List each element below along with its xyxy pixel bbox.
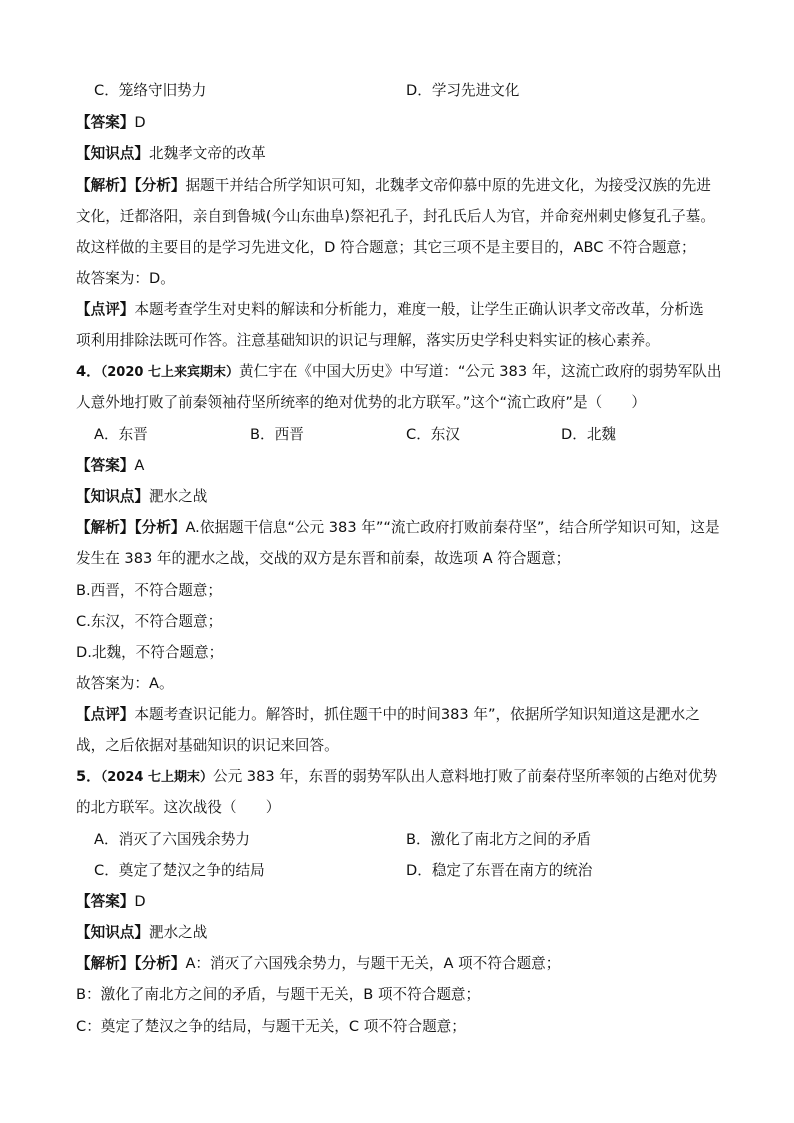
comment-label: 【点评】 <box>76 301 135 318</box>
q3-analysis-line-4: 故答案为：D。 <box>76 270 175 287</box>
q4-comment-line-2: 战，之后依据对基础知识的识记来回答。 <box>76 737 339 754</box>
q5-analysis-line-1 <box>76 954 726 974</box>
q4-option-a: A．东晋 <box>94 426 148 443</box>
q3-comment-line-1 <box>76 300 726 320</box>
answer-label: 【答案】 <box>76 457 135 474</box>
q4-analysis-line-4: C.东汉，不符合题意； <box>76 613 223 630</box>
knowledge-label: 【知识点】 <box>76 488 149 505</box>
q3-knowledge-line <box>76 144 726 164</box>
q4-knowledge-line <box>76 487 726 507</box>
comment-text: 本题考查学生对史料的解读和分析能力，难度一般，让学生正确认识孝文帝改革，分析选 <box>134 301 704 318</box>
q4-answer-line <box>76 456 726 476</box>
analysis-label: 【解析】【分析】 <box>76 955 186 972</box>
q4-option-b: B．西晋 <box>250 426 304 443</box>
q4-stem-line-1 <box>76 362 726 383</box>
q5-option-a: A．消灭了六国残余势力 <box>94 831 250 848</box>
q4-option-d: D．北魏 <box>561 426 617 443</box>
q4-analysis-line-3: B.西晋，不符合题意； <box>76 582 222 599</box>
comment-text: 本题考查识记能力。解答时，抓住题干中的时间383 年”，依据所学知识知道这是淝水之 <box>134 706 700 723</box>
question-stem: 公元 383 年，东晋的弱势军队出人意料地打败了前秦苻坚所率领的占绝对优势 <box>212 768 718 785</box>
q4-analysis-line-5: D.北魏，不符合题意； <box>76 644 224 661</box>
knowledge-label: 【知识点】 <box>76 145 149 162</box>
q5-stem-line-2: 的北方联军。这次战役（ ） <box>76 799 281 816</box>
q4-analysis-line-1 <box>76 518 726 538</box>
q4-analysis-line-2: 发生在 383 年的淝水之战，交战的双方是东晋和前秦，故选项 A 符合题意； <box>76 550 571 567</box>
comment-label: 【点评】 <box>76 706 135 723</box>
question-source: （2024 七上期末） <box>100 770 213 785</box>
option-d: D．学习先进文化 <box>406 82 520 99</box>
answer-value: D <box>134 114 146 131</box>
question-number: 4． <box>76 363 101 380</box>
answer-value: D <box>134 893 146 910</box>
answer-label: 【答案】 <box>76 893 135 910</box>
question-number: 5． <box>76 768 101 785</box>
question-source: （2020 七上来宾期末） <box>100 365 239 380</box>
q4-option-c: C．东汉 <box>406 426 460 443</box>
q5-answer-line <box>76 892 726 912</box>
analysis-text: 据题干并结合所学知识可知，北魏孝文帝仰慕中原的先进文化，为接受汉族的先进 <box>185 177 711 194</box>
analysis-text: A.依据题干信息“公元 383 年”“流亡政府打败前秦苻坚”，结合所学知识可知，这是 <box>185 519 720 536</box>
q5-analysis-line-3: C：奠定了楚汉之争的结局，与题干无关，C 项不符合题意； <box>76 1018 466 1035</box>
q5-option-c: C．奠定了楚汉之争的结局 <box>94 862 265 879</box>
knowledge-value: 淝水之战 <box>148 488 208 505</box>
q3-comment-line-2: 项利用排除法既可作答。注意基础知识的识记与理解，落实历史学科史料实证的核心素养。 <box>76 332 660 349</box>
analysis-text: A：消灭了六国残余势力，与题干无关，A 项不符合题意； <box>185 955 561 972</box>
q3-analysis-line-3: 故这样做的主要目的是学习先进文化，D 符合题意；其它三项不是主要目的，ABC 不符合题意； <box>76 239 696 256</box>
analysis-label: 【解析】【分析】 <box>76 519 186 536</box>
q5-stem-line-1 <box>76 767 726 788</box>
q4-stem-line-2: 人意外地打败了前秦领袖苻坚所统率的绝对优势的北方联军。”这个“流亡政府”是（ ） <box>76 394 646 411</box>
analysis-label: 【解析】【分析】 <box>76 177 186 194</box>
q5-analysis-line-2: B：激化了南北方之间的矛盾，与题干无关，B 项不符合题意； <box>76 986 481 1003</box>
q4-analysis-line-6: 故答案为：A。 <box>76 675 174 692</box>
q3-analysis-line-2: 文化，迁都洛阳，亲自到鲁城(今山东曲阜)祭祀孔子，封孔氏后人为官，并命兖州刺史修复孔子墓。 <box>76 208 715 225</box>
knowledge-value: 淝水之战 <box>148 924 208 941</box>
question-stem: 黄仁宇在《中国大历史》中写道：“公元 383 年，这流亡政府的弱势军队出 <box>238 363 722 380</box>
knowledge-label: 【知识点】 <box>76 924 149 941</box>
answer-label: 【答案】 <box>76 114 135 131</box>
q3-analysis-line-1 <box>76 176 726 196</box>
q5-option-d: D．稳定了东晋在南方的统治 <box>406 862 593 879</box>
knowledge-value: 北魏孝文帝的改革 <box>148 145 266 162</box>
answer-value: A <box>134 457 145 474</box>
q3-answer-line <box>76 113 726 133</box>
q5-option-b: B．激化了南北方之间的矛盾 <box>406 831 592 848</box>
q4-comment-line-1 <box>76 705 726 725</box>
q5-knowledge-line <box>76 923 726 943</box>
option-c: C．笼络守旧势力 <box>94 82 207 99</box>
